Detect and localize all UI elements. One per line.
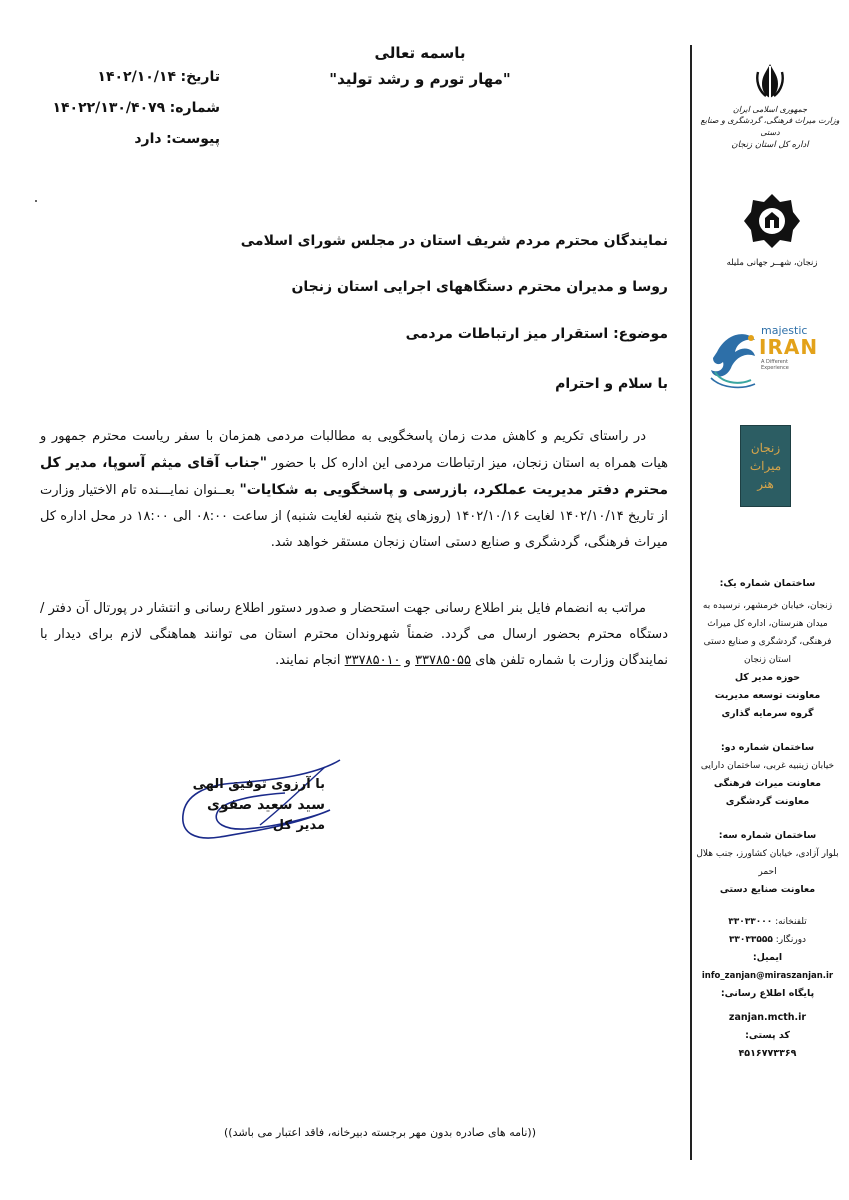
addressee-line-2: روسا و مدیران محترم دستگاههای اجرایی استان زنجان — [291, 279, 668, 295]
postal-label: کد پستی: — [745, 1030, 790, 1041]
fax-label: دورنگار: — [775, 935, 807, 945]
phone-value: ۳۳۰۳۳۰۰۰ — [728, 917, 773, 927]
signature-block — [165, 755, 355, 855]
building3-title: ساختمان شماره سه: — [718, 830, 817, 841]
slogan: "مهار تورم و رشد تولید" — [329, 70, 511, 88]
building1-unit1: حوزه مدیر کل — [734, 672, 801, 683]
postal-value: ۴۵۱۶۷۷۳۳۶۹ — [738, 1048, 797, 1059]
addressee-line-1: نمایندگان محترم مردم شریف استان در مجلس شورای اسلامی — [240, 233, 668, 249]
building2-title: ساختمان شماره دو: — [720, 742, 815, 753]
signatory-name: سید سعید صفوی — [206, 797, 325, 813]
phone-label: تلفنخانه: — [775, 917, 807, 927]
majestic-iran-logo — [707, 322, 817, 390]
logo1-line3: اداره کل استان زنجان — [731, 140, 809, 150]
logo1-line1: جمهوری اسلامی ایران — [732, 105, 808, 114]
fax-row — [695, 931, 840, 949]
building2-address: خیابان زینبیه غربی، ساختمان دارایی — [700, 761, 835, 771]
website-value[interactable]: zanjan.mcth.ir — [728, 1012, 807, 1023]
zanjan-heritage-tile — [740, 425, 791, 507]
sidebar-contacts — [695, 575, 840, 1063]
majestic-word: majestic — [761, 324, 808, 337]
attachment-label: پیوست: — [166, 131, 220, 147]
zanjan-logo-caption: زنجان، شهــر جهانی ملیله — [726, 258, 818, 268]
phone-number-2: ۳۳۷۸۵۰۱۰ — [344, 653, 401, 668]
p1-text-b: بعــنوان نمایـــنده تام الاختیار وزارت از تاریخ ۱۴۰۲/۱۰/۱۴ لغایت ۱۴۰۲/۱۰/۱۶ (روزهای پنج شنبه لغایت شنبه) از ساعت ۰۸:۰۰ الی ۱۸:۰۰ در محل اداره کل میراث فرهنگی، گردشگری و صنایع دستی استان زنجان مستقر خواهد شد. — [40, 483, 668, 550]
body-paragraph-2 — [40, 596, 668, 674]
fax-value: ۳۳۰۳۳۵۵۵ — [728, 935, 773, 945]
sidebar-divider — [690, 45, 692, 1160]
phone-row — [695, 913, 840, 931]
signature-closing: با آرزوی توفیق الهی — [192, 777, 325, 792]
letterhead-center — [300, 40, 540, 92]
ministry-logo — [700, 62, 840, 151]
zanjan-city-logo — [712, 192, 832, 268]
basmala: باسمه تعالی — [374, 44, 466, 62]
phone-number-1: ۳۳۷۸۵۰۵۵ — [415, 653, 471, 668]
logo1-line2: وزارت میراث فرهنگی، گردشگری و صنایع دستی — [700, 116, 840, 137]
email-value[interactable]: info_zanjan@miraszanjan.ir — [701, 971, 834, 981]
iran-word: IRAN — [759, 335, 819, 359]
p1-text-a: در راستای تکریم و کاهش مدت زمان پاسخگویی به مطالبات مردمی همزمان با سفر ریاست محترم جمهور و هیات همراه به استان زنجان، میز ارتباطات مردمی این اداره کل با حضور — [40, 429, 668, 471]
number-label: شماره: — [169, 100, 220, 116]
building2-unit1: معاونت میراث فرهنگی — [713, 778, 822, 789]
p1-bold-text: "جناب آقای میثم آسوپا، مدیر کل محترم دفتر مدیریت عملکرد، بازرسی و پاسخگویی به شکایات" — [40, 455, 669, 498]
greeting: با سلام و احترام — [555, 376, 668, 392]
filigree-emblem-icon — [743, 192, 801, 254]
subject-line: موضوع: استقرار میز ارتباطات مردمی — [405, 326, 668, 342]
email-label: ایمیل: — [752, 952, 783, 963]
number-value: ۱۴۰۲۲/۱۳۰/۴۰۷۹ — [52, 100, 166, 116]
p2-text-b: انجام نمایند. — [275, 653, 345, 668]
attachment-row — [20, 124, 220, 155]
date-row — [20, 62, 220, 93]
building1-unit3: گروه سرمایه گذاری — [721, 708, 814, 719]
body-paragraph-1 — [40, 424, 668, 556]
building3-address: بلوار آزادی، خیابان کشاورز، جنب هلال احمر — [696, 849, 839, 877]
p2-text-a: مراتب به انضمام فایل بنر اطلاع رسانی جهت استحضار و صدور دستور اطلاع رسانی و انتشار در پورتال آن دفتر /دستگاه محترم بحضور ارسال می گردد. ضمناً شهروندان محترم استان می توانند هماهنگی لازم برای دیدار با نمایندگان وزارت با شماره تلفن های — [40, 601, 668, 668]
building1-unit2: معاونت توسعه مدیریت — [714, 690, 821, 701]
validity-note: ((نامه های صادره بدون مهر برجسته دبیرخانه، فاقد اعتبار می باشد)) — [223, 1126, 537, 1139]
date-label: تاریخ: — [180, 69, 220, 85]
building1-address: زنجان، خیابان خرمشهر، نرسیده به میدان هنرستان، اداره کل میراث فرهنگی، گردشگری و صنایع دستی استان زنجان — [702, 601, 833, 665]
building1-title: ساختمان شماره یک: — [719, 578, 816, 589]
tagline: A Different Experience — [761, 359, 789, 371]
p2-and: و — [400, 653, 416, 668]
stray-dot — [35, 200, 37, 202]
letter-meta — [20, 62, 220, 155]
building3-unit1: معاونت صنایع دستی — [719, 884, 816, 895]
signatory-title: مدیر کل — [272, 818, 325, 833]
iran-emblem-icon — [754, 62, 786, 100]
date-value: ۱۴۰۲/۱۰/۱۴ — [97, 69, 177, 85]
number-row — [20, 93, 220, 124]
building2-unit2: معاونت گردشگری — [725, 796, 810, 807]
heritage-tile-text: زنجان میراث هنر — [749, 441, 782, 491]
attachment-value: دارد — [134, 131, 162, 147]
website-label: پایگاه اطلاع رسانی: — [720, 988, 815, 999]
